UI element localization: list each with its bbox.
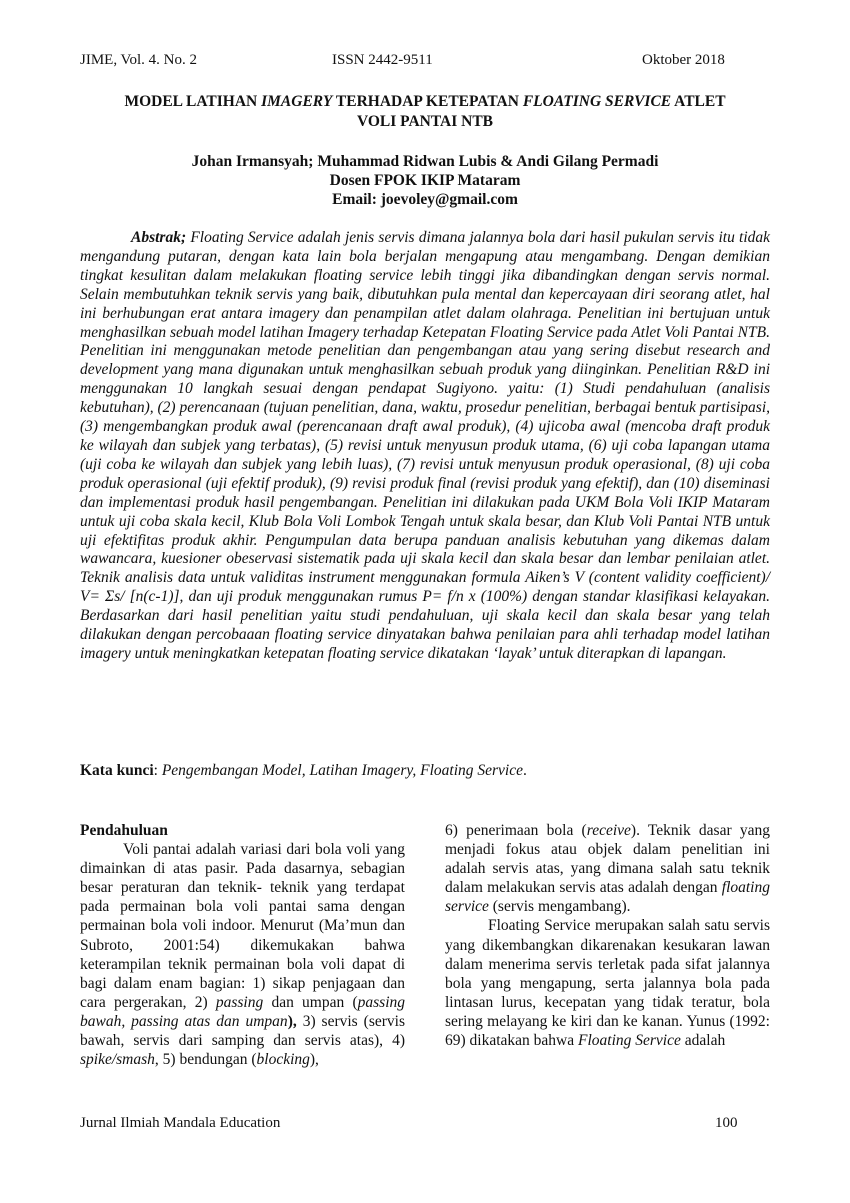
running-header-date: Oktober 2018 (642, 52, 725, 68)
paper-title: MODEL LATIHAN IMAGERY TERHADAP KETEPATAN FLOATING SERVICE ATLET VOLI PANTAI NTB (124, 93, 726, 130)
abstract-text: Floating Service adalah jenis servis dimana jalannya bola dari hasil pukulan servis itu tidak mengandung putaran, dengan kata lain bola berjalan mengapung atau mengambang. Dengan demikian tingkat kesulitan dalam melakukan floating service lebih tinggi jika dibandingkan dengan servis normal. Selain membutuhkan teknik servis yang baik, dibutuhkan pula mental dan kepercayaan diri seorang atlet, hal ini berhubungan erat antara imagery dan penampilan atlet dalam olahraga. Penelitian ini bertujuan untuk menghasilkan sebuah model latihan Imagery terhadap Ketepatan Floating Service pada Atlet Voli Pantai NTB. Penelitian ini menggunakan metode penelitian dan pengembangan atau yang sering disebut research and development yang mana digunakan untuk menghasilkan sebuah produk yang diinginkan. Penelitian R&D ini menggunakan 10 langkah sesuai dengan pendapat Sugiyono. yaitu: (1) Studi pendahuluan (analisis kebutuhan), (2) perencanaan (tujuan penelitian, dana, waktu, prosedur penelitian, berbagai bentuk partisipasi, (3) mengembangkan produk awal (perencanaan draft awal produk), (4) ujicoba awal (mencoba draft produk ke wilayah dan subjek yang terbatas), (5) revisi untuk menyusun produk utama, (6) uji coba lapangan utama (uji coba ke wilayah dan subjek yang lebih luas), (7) revisi untuk menyusun produk operasional, (8) uji coba produk operasional (uji efektif produk), (9) revisi produk final (revisi produk yang efektif), dan (10) diseminasi dan implementasi produk hasil pengembangan. Penelitian ini dilakukan pada UKM Bola Voli IKIP Mataram untuk uji coba skala kecil, Klub Bola Voli Lombok Tengah untuk skala besar, dan Klub Voli Pantai NTB untuk uji efektifitas produk akhir. Pengumpulan data berupa panduan analisis kebutuhan yang dikemas dalam wawancara, kuesioner obeservasi sistematik pada uji skala kecil dan skala besar dan lembar penilaian atlet. Teknik analisis data untuk validitas instrument menggunakan formula Aiken’s V (content validity coefficient)/ V= Σs/ [n(c-1)], dan uji produk menggunakan rumus P= f/n x (100%) dengan standar klasifikasi kelayakan. Berdasarkan dari hasil penelitian yaitu studi pendahuluan, uji skala kecil dan skala besar yang telah dilakukan dengan percobaaan floating service dinyatakan bahwa penilaian para ahli terhadap model latihan imagery untuk meningkatkan ketepatan floating service dikatakan ‘layak’ untuk diterapkan di lapangan. (80, 229, 771, 662)
running-header-issn: ISSN 2442-9511 (332, 52, 433, 68)
abstract-label: Abstrak; (131, 229, 187, 246)
page-number: 100 (715, 1115, 738, 1131)
abstract (80, 229, 770, 664)
paragraph: Floating Service merupakan salah satu servis yang dikembangkan dikarenakan kesukaran lawan dalam menerima servis terletak pada sifat jalannya bola yang mengapung, serta jalannya bola pada lintasan lurus, kecepatan yang tidak teratur, bola sering melayang ke kiri dan ke kanan. Yunus (1992: 69) dikatakan bahwa Floating Service adalah (445, 917, 770, 1050)
author-email: Email: joevoley@gmail.com (332, 191, 518, 208)
author-affiliation: Dosen FPOK IKIP Mataram (329, 172, 521, 189)
author-names: Johan Irmansyah; Muhammad Ridwan Lubis & Andi Gilang Permadi (191, 153, 659, 170)
paragraph: Voli pantai adalah variasi dari bola voli yang dimainkan di atas pasir. Pada dasarnya, sebagian besar peraturan dan teknik- teknik yang terdapat pada permainan bola voli pantai sama dengan permainan bola voli indoor. Menurut (Ma’mun dan Subroto, 2001:54) dikemukakan bahwa keterampilan teknik permainan bola voli dapat di bagi dalam enam bagian: 1) sikap penjagaan dan cara pergerakan, 2) passing dan umpan (passing bawah, passing atas dan umpan), 3) servis (servis bawah, servis dari samping dan servis atas), 4) spike/smash, 5) bendungan (blocking), (80, 841, 406, 1069)
author-block (80, 152, 770, 209)
keywords-text: Pengembangan Model, Latihan Imagery, Floating Service (161, 762, 523, 779)
column-right (445, 821, 770, 1050)
footer-journal-name: Jurnal Ilmiah Mandala Education (80, 1115, 281, 1131)
running-header-journal: JIME, Vol. 4. No. 2 (80, 52, 197, 68)
column-left (80, 821, 405, 1069)
paragraph: 6) penerimaan bola (receive). Teknik dasar yang menjadi fokus atau objek dalam penelitian ini adalah servis atas, yang dimana salah satu teknik dalam melakukan servis atas adalah dengan floating service (servis mengambang). (445, 822, 770, 916)
section-heading-introduction: Pendahuluan (80, 822, 168, 839)
keywords: Kata kunci: Pengembangan Model, Latihan Imagery, Floating Service. (80, 762, 527, 779)
keywords-label: Kata kunci (80, 762, 154, 779)
